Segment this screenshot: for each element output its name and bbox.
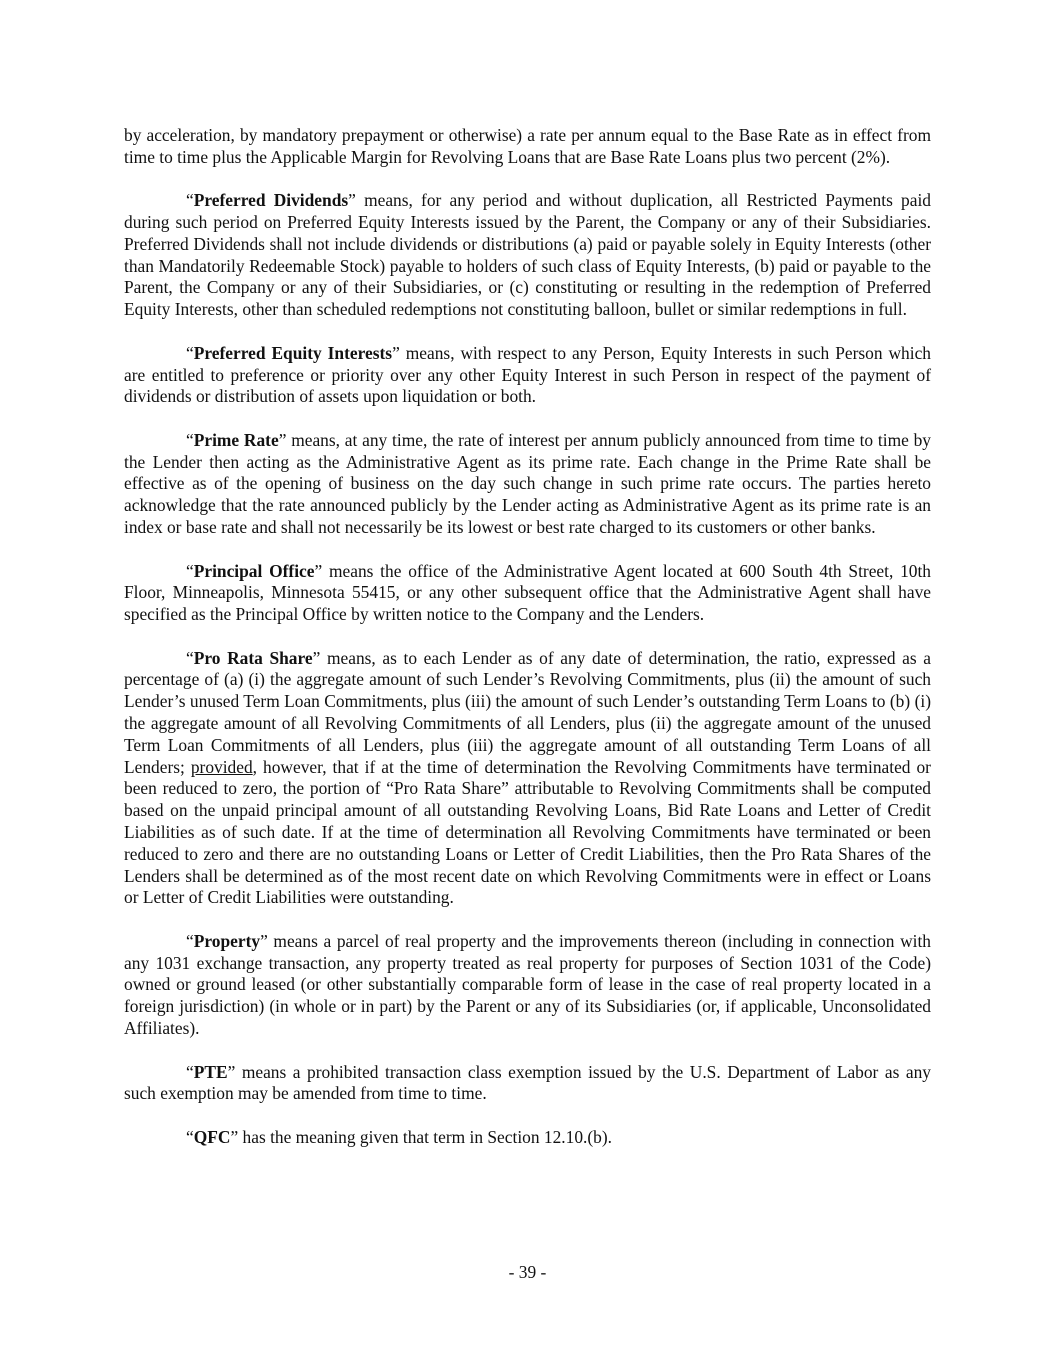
close-quote: ” (392, 342, 400, 363)
definition-property (124, 931, 931, 1040)
open-quote: “ (186, 1126, 194, 1147)
document-page (124, 125, 931, 1170)
definition-preferred-equity-interests (124, 343, 931, 408)
definition-text: means, for any period and without duplication, all Restricted Payments paid during such period on Preferred Equity Interests issued by the Parent, the Company or any of their Subsidiaries. Preferred Dividends shall not include dividends or distributions (a) paid or payable solely in Equity Interests (other than Mandatorily Redeemable Stock) payable to holders of such class of Equity Interests, (b) paid or payable to the Parent, the Company or any of their Subsidiaries, or (c) constituting or resulting in the redemption of Preferred Equity Interests, other than scheduled redemptions not constituting balloon, bullet or similar redemptions in full. (124, 190, 931, 320)
defined-term: Preferred Dividends (193, 190, 349, 211)
definition-qfc (124, 1127, 931, 1149)
definition-preferred-dividends (124, 190, 931, 321)
close-quote: ” (227, 1061, 236, 1082)
underlined-term: provided (190, 756, 253, 777)
open-quote: “ (186, 190, 194, 211)
close-quote: ” (260, 930, 268, 951)
definition-text: means, at any time, the rate of interest per annum publicly announced from time to time by the Lender then acting as the Administrative Agent as its prime rate. Each change in the Prime Rate shall be effective as of the opening of business on the day such change in such prime rate occurs. The parties hereto acknowledge that the rate announced publicly by the Lender acting as Administrative Agent as its prime rate is an index or base rate and shall not necessarily be its lowest or best rate charged to its customers or other banks. (124, 429, 932, 538)
definition-prime-rate (124, 430, 931, 539)
definition-text: means a prohibited transaction class exemption issued by the U.S. Department of Labor as any such exemption may be amended from time to time. (124, 1061, 931, 1104)
definition-pro-rata-share (124, 648, 931, 910)
defined-term: Pro Rata Share (193, 647, 313, 668)
definition-principal-office (124, 561, 931, 626)
defined-term: PTE (193, 1061, 228, 1082)
defined-term: Prime Rate (193, 429, 279, 450)
open-quote: “ (186, 560, 194, 581)
definition-text: means the office of the Administrative Agent located at 600 South 4th Street, 10th Floor, Minneapolis, Minnesota 55415, or any other subsequent office that the Administrative Agent shall have specified as the Principal Office by written notice to the Company and the Lenders. (124, 560, 931, 625)
open-quote: “ (186, 429, 194, 450)
definition-text-before: means, as to each Lender as of any date of determination, the ratio, expressed as a percentage of (a) (i) the aggregate amount of such Lender’s Revolving Commitments, plus (ii) the amount of such Lender’s unused Term Loan Commitments, plus (iii) the amount of such Lender’s outstanding Term Loans to (b) (i) the aggregate amount of all Revolving Commitments of all Lenders, plus (ii) the aggregate amount of the unused Term Loan Commitments of all Lenders, plus (iii) the aggregate amount of all outstanding Term Loans of all Lenders; (124, 647, 931, 777)
definition-text-after: , however, that if at the time of determination the Revolving Commitments have terminated or been reduced to zero, the portion of “Pro Rata Share” attributable to Revolving Commitments shall be computed based on the unpaid principal amount of all outstanding Revolving Loans, Bid Rate Loans and Letter of Credit Liabilities as of such date. If at the time of determination all Revolving Commitments have terminated or been reduced to zero and there are no outstanding Loans or Letter of Credit Liabilities, then the Pro Rata Shares of the Lenders shall be determined as of the most recent date on which Revolving Commitments were in effect or Loans or Letter of Credit Liabilities were outstanding. (124, 756, 931, 908)
defined-term: Property (193, 930, 261, 951)
definition-text: means, with respect to any Person, Equity Interests in such Person which are entitled to preference or priority over any other Equity Interest in such Person in respect of the payment of dividends or distribution of assets upon liquidation or both. (124, 342, 931, 407)
page-number: - 39 - (508, 1262, 547, 1282)
defined-term: QFC (193, 1126, 231, 1147)
open-quote: “ (186, 930, 194, 951)
close-quote: ” (348, 190, 356, 211)
definition-pte (124, 1062, 931, 1106)
open-quote: “ (186, 342, 194, 363)
open-quote: “ (186, 1061, 194, 1082)
defined-term: Preferred Equity Interests (193, 342, 393, 363)
defined-term: Principal Office (193, 560, 315, 581)
open-quote: “ (186, 647, 194, 668)
close-quote: ” (314, 560, 323, 581)
close-quote: ” (278, 429, 287, 450)
definition-text: has the meaning given that term in Section 12.10.(b). (238, 1126, 613, 1147)
continuation-text: by acceleration, by mandatory prepayment or otherwise) a rate per annum equal to the Base Rate as in effect from time to time plus the Applicable Margin for Revolving Loans that are Base Rate Loans plus two percent (2%). (124, 125, 931, 167)
definition-text: means a parcel of real property and the improvements thereon (including in connection with any 1031 exchange transaction, any property treated as real property for purposes of Section 1031 of the Code) owned or ground leased (or other substantially comparable form of lease in the case of real property located in a foreign jurisdiction) (in whole or in part) by the Parent or any of its Subsidiaries (or, if applicable, Unconsolidated Affiliates). (124, 930, 931, 1039)
continuation-paragraph (124, 125, 931, 169)
close-quote: ” (312, 647, 321, 668)
close-quote: ” (230, 1126, 239, 1147)
